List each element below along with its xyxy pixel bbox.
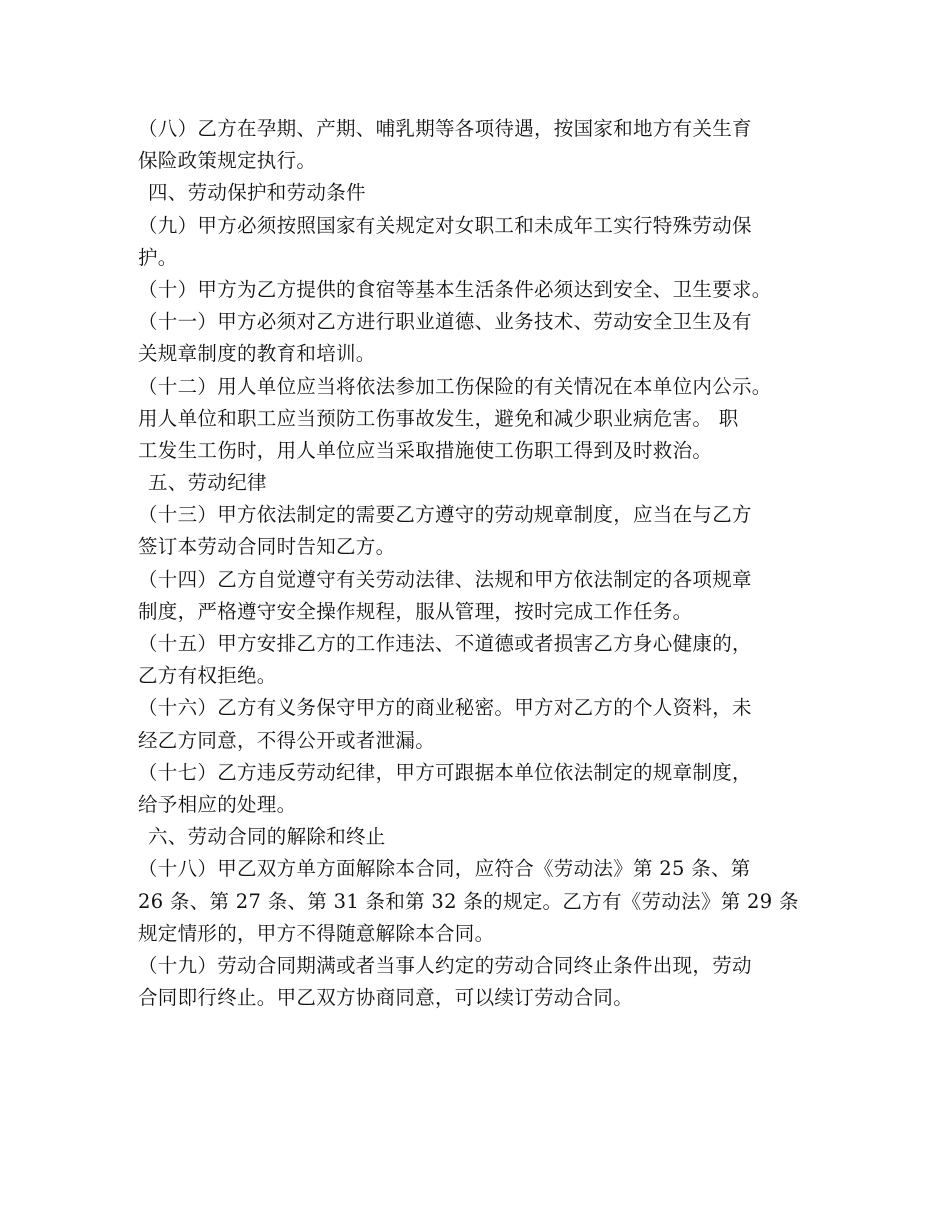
text-line: （十八）甲乙双方单方面解除本合同，应符合《劳动法》第 25 条、第 xyxy=(138,857,751,881)
text-line: （九）甲方必须按照国家有关规定对女职工和未成年工实行特殊劳动保 xyxy=(138,213,752,237)
text-line: （十九）劳动合同期满或者当事人约定的劳动合同终止条件出现，劳动 xyxy=(138,953,752,977)
text-line: 制度，严格遵守安全操作规程，服从管理，按时完成工作任务。 xyxy=(138,599,693,623)
text-line: 工发生工伤时，用人单位应当采取措施使工伤职工得到及时救治。 xyxy=(138,438,713,462)
text-line: （八）乙方在孕期、产期、哺乳期等各项待遇，按国家和地方有关生育 xyxy=(138,117,752,140)
text-line: （十）甲方为乙方提供的食宿等基本生活条件必须达到安全、卫生要求。 xyxy=(138,277,772,301)
text-line: 保险政策规定执行。 xyxy=(138,149,317,173)
document-body xyxy=(138,113,828,1014)
section-heading: 五、劳动纪律 xyxy=(148,471,267,495)
text-line: 给予相应的处理。 xyxy=(138,792,297,816)
text-line: 经乙方同意，不得公开或者泄漏。 xyxy=(138,728,436,752)
section-heading: 六、劳动合同的解除和终止 xyxy=(148,825,386,849)
text-line: （十六）乙方有义务保守甲方的商业秘密。甲方对乙方的个人资料，未 xyxy=(138,696,752,720)
text-line: 关规章制度的教育和培训。 xyxy=(138,342,376,366)
text-line: 规定情形的，甲方不得随意解除本合同。 xyxy=(138,921,495,945)
text-line: 乙方有权拒绝。 xyxy=(138,664,277,688)
text-line: 签订本劳动合同时告知乙方。 xyxy=(138,535,396,559)
section-heading: 四、劳动保护和劳动条件 xyxy=(148,181,366,205)
text-line: （十一）甲方必须对乙方进行职业道德、业务技术、劳动安全卫生及有 xyxy=(138,310,752,334)
text-line: 合同即行终止。甲乙双方协商同意，可以续订劳动合同。 xyxy=(138,986,634,1010)
text-line: 26 条、第 27 条、第 31 条和第 32 条的规定。乙方有《劳动法》第 29 条 xyxy=(138,889,799,913)
text-line: （十七）乙方违反劳动纪律，甲方可跟据本单位依法制定的规章制度， xyxy=(138,760,752,784)
text-line: 护。 xyxy=(138,245,178,269)
text-line: （十三）甲方依法制定的需要乙方遵守的劳动规章制度，应当在与乙方 xyxy=(138,503,752,527)
text-line: （十二）用人单位应当将依法参加工伤保险的有关情况在本单位内公示。 xyxy=(138,374,772,398)
text-line: （十五）甲方安排乙方的工作违法、不道德或者损害乙方身心健康的， xyxy=(138,632,752,655)
text-line: （十四）乙方自觉遵守有关劳动法律、法规和甲方依法制定的各项规章 xyxy=(138,567,752,591)
text-line: 用人单位和职工应当预防工伤事故发生，避免和减少职业病危害。 职 xyxy=(138,406,739,430)
